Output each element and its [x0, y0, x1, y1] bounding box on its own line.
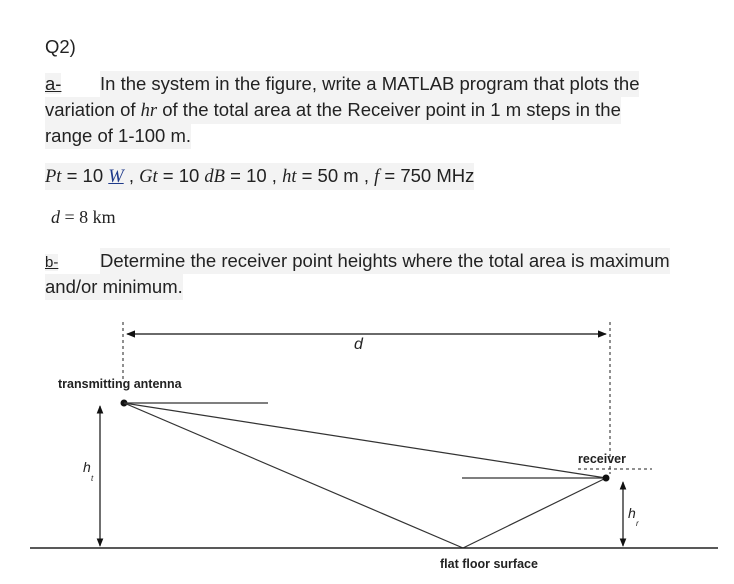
part-b-label-text: b- — [45, 254, 59, 271]
direct-ray — [124, 403, 606, 478]
ht-label: h — [83, 459, 91, 475]
gt-unit: dB — [204, 167, 225, 187]
incident-ray — [124, 403, 463, 548]
ht-value: = 50 m , — [296, 165, 375, 186]
hr-variable: hr — [140, 101, 158, 121]
pt-unit: W — [108, 167, 124, 187]
hr-label: h — [628, 505, 636, 521]
pt-symbol: Pt — [45, 167, 62, 187]
ht-symbol: ht — [282, 167, 297, 187]
f-symbol: f — [374, 167, 380, 187]
receiver-label: receiver — [578, 452, 626, 466]
param-separator: , — [123, 165, 140, 186]
receiver-dot — [603, 475, 610, 482]
part-a-label-text: a- — [45, 73, 62, 94]
floor-label: flat floor surface — [440, 557, 538, 571]
part-b-line-2: and/or minimum. — [45, 274, 183, 300]
gt-value: = 10 — [157, 165, 205, 186]
hr-subscript: r — [636, 519, 639, 528]
ht-subscript: t — [91, 474, 94, 483]
part-b-line-1: Determine the receiver point heights where the total area is maximum — [100, 248, 670, 274]
part-a-line-1: In the system in the figure, write a MATLAB program that plots the — [100, 71, 639, 97]
d-value: = 8 km — [60, 207, 116, 227]
part-a-line-3: range of 1-100 m. — [45, 123, 191, 149]
pt-value: = 10 — [61, 165, 109, 186]
reflected-ray — [463, 478, 606, 548]
gt-symbol: Gt — [139, 167, 158, 187]
f-value: = 750 MHz — [379, 165, 475, 186]
d-label: d — [354, 336, 363, 353]
part-a-line-2-pre: variation of — [45, 99, 141, 120]
d-symbol: d — [51, 207, 60, 227]
question-number: Q2) — [45, 36, 76, 57]
transmitter-label: transmitting antenna — [58, 377, 182, 391]
part-a-line-2-post: of the total area at the Receiver point in 1 m steps in the — [157, 99, 621, 120]
gt-rest: = 10 , — [224, 165, 283, 186]
